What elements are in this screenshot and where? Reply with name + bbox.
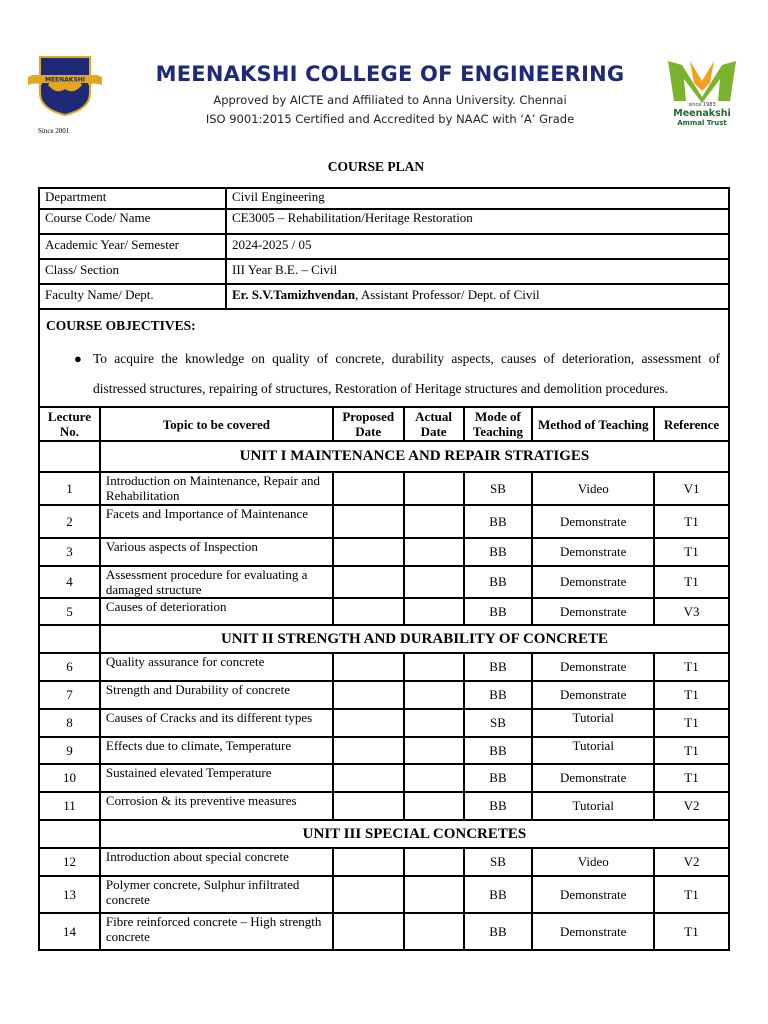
lecture-no: 2	[39, 505, 100, 538]
header-actual: Actual Date	[404, 407, 464, 441]
proposed-date-cell	[333, 653, 404, 681]
trust-since: since 1983	[688, 102, 716, 108]
info-row	[39, 209, 729, 234]
lecture-row	[39, 792, 729, 820]
lecture-no: 11	[39, 792, 100, 820]
approval-line: Approved by AICTE and Affiliated to Anna University. Chennai	[213, 93, 567, 107]
info-value: III Year B.E. – Civil	[226, 259, 729, 284]
lecture-no: 4	[39, 566, 100, 598]
lecture-row	[39, 566, 729, 598]
lecture-row	[39, 737, 729, 764]
lecture-no: 10	[39, 764, 100, 792]
mode-cell: BB	[464, 505, 533, 538]
info-value	[226, 284, 729, 309]
info-value: 2024-2025 / 05	[226, 234, 729, 259]
mode-cell: BB	[464, 913, 533, 950]
topic-cell: Strength and Durability of concrete	[100, 681, 333, 709]
unit-title: UNIT III SPECIAL CONCRETES	[100, 820, 729, 848]
header-reference: Reference	[654, 407, 729, 441]
actual-date-cell	[404, 505, 464, 538]
method-cell: Tutorial	[532, 709, 654, 737]
lecture-row	[39, 913, 729, 950]
lecture-no: 14	[39, 913, 100, 950]
proposed-date-cell	[333, 598, 404, 625]
mode-cell: BB	[464, 538, 533, 566]
info-row	[39, 234, 729, 259]
reference-cell: T1	[654, 681, 729, 709]
topic-cell: Causes of deterioration	[100, 598, 333, 625]
info-value: Civil Engineering	[226, 188, 729, 209]
proposed-date-cell	[333, 792, 404, 820]
reference-cell: T1	[654, 538, 729, 566]
reference-cell: V2	[654, 792, 729, 820]
objectives-text: To acquire the knowledge on quality of concrete, durability aspects, causes of deterioration, assessment of distressed structures, repairing of structures, Restoration of Heritage structures and demolition procedures.	[93, 351, 720, 396]
header-lecture: Lecture No.	[39, 407, 100, 441]
faculty-name: Er. S.V.Tamizhvendan	[232, 287, 356, 302]
topic-cell: Polymer concrete, Sulphur infiltrated concrete	[100, 876, 333, 913]
proposed-date-cell	[333, 764, 404, 792]
unit-title: UNIT I MAINTENANCE AND REPAIR STRATIGES	[100, 441, 729, 472]
actual-date-cell	[404, 538, 464, 566]
info-row	[39, 284, 729, 309]
lecture-no: 5	[39, 598, 100, 625]
mode-cell: BB	[464, 653, 533, 681]
lecture-row	[39, 764, 729, 792]
proposed-date-cell	[333, 566, 404, 598]
course-objectives	[38, 308, 730, 408]
topic-cell: Sustained elevated Temperature	[100, 764, 333, 792]
topic-cell: Effects due to climate, Temperature	[100, 737, 333, 764]
reference-cell: T1	[654, 876, 729, 913]
logo-left-text: MEENAKSHI	[44, 76, 86, 84]
lecture-no: 13	[39, 876, 100, 913]
unit-spacer-cell	[39, 820, 100, 848]
header-proposed: Proposed Date	[333, 407, 404, 441]
method-cell: Video	[532, 848, 654, 876]
method-cell: Demonstrate	[532, 653, 654, 681]
unit-row	[39, 625, 729, 653]
topic-cell: Introduction on Maintenance, Repair and Rehabilitation	[100, 472, 333, 505]
proposed-date-cell	[333, 505, 404, 538]
header-mode: Mode of Teaching	[464, 407, 533, 441]
lecture-row	[39, 709, 729, 737]
info-label: Academic Year/ Semester	[39, 234, 226, 259]
info-row	[39, 259, 729, 284]
info-row	[39, 188, 729, 209]
mode-cell: BB	[464, 681, 533, 709]
mode-cell: SB	[464, 848, 533, 876]
lecture-row	[39, 653, 729, 681]
actual-date-cell	[404, 472, 464, 505]
topic-cell: Assessment procedure for evaluating a damaged structure	[100, 566, 333, 598]
header-method: Method of Teaching	[532, 407, 654, 441]
mode-cell: BB	[464, 764, 533, 792]
iso-line: ISO 9001:2015 Certified and Accredited by NAAC with ‘A’ Grade	[205, 112, 575, 126]
method-cell: Demonstrate	[532, 566, 654, 598]
actual-date-cell	[404, 764, 464, 792]
college-name: MEENAKSHI COLLEGE OF ENGINEERING	[155, 62, 625, 86]
method-cell: Demonstrate	[532, 764, 654, 792]
proposed-date-cell	[333, 848, 404, 876]
actual-date-cell	[404, 792, 464, 820]
header-topic: Topic to be covered	[100, 407, 333, 441]
lecture-no: 7	[39, 681, 100, 709]
topic-cell: Introduction about special concrete	[100, 848, 333, 876]
lecture-row	[39, 505, 729, 538]
reference-cell: T1	[654, 737, 729, 764]
info-label: Faculty Name/ Dept.	[39, 284, 226, 309]
mode-cell: SB	[464, 472, 533, 505]
actual-date-cell	[404, 876, 464, 913]
topic-cell: Corrosion & its preventive measures	[100, 792, 333, 820]
reference-cell: T1	[654, 653, 729, 681]
document-title: COURSE PLAN	[327, 159, 425, 174]
mode-cell: BB	[464, 792, 533, 820]
unit-spacer-cell	[39, 625, 100, 653]
course-info-table	[38, 187, 730, 310]
method-cell: Demonstrate	[532, 538, 654, 566]
mode-cell: BB	[464, 566, 533, 598]
since-left: Since 2001	[38, 127, 70, 135]
info-label: Course Code/ Name	[39, 209, 226, 234]
proposed-date-cell	[333, 681, 404, 709]
method-cell: Video	[532, 472, 654, 505]
method-cell: Tutorial	[532, 792, 654, 820]
actual-date-cell	[404, 913, 464, 950]
lecture-no: 6	[39, 653, 100, 681]
actual-date-cell	[404, 653, 464, 681]
lecture-row	[39, 598, 729, 625]
proposed-date-cell	[333, 737, 404, 764]
actual-date-cell	[404, 709, 464, 737]
actual-date-cell	[404, 566, 464, 598]
topic-cell: Fibre reinforced concrete – High strength concrete	[100, 913, 333, 950]
info-value: CE3005 – Rehabilitation/Heritage Restoration	[226, 209, 729, 234]
mode-cell: BB	[464, 598, 533, 625]
unit-row	[39, 820, 729, 848]
method-cell: Demonstrate	[532, 913, 654, 950]
reference-cell: V2	[654, 848, 729, 876]
lecture-no: 1	[39, 472, 100, 505]
lecture-row	[39, 848, 729, 876]
proposed-date-cell	[333, 709, 404, 737]
method-cell: Demonstrate	[532, 598, 654, 625]
proposed-date-cell	[333, 538, 404, 566]
topic-cell: Facets and Importance of Maintenance	[100, 505, 333, 538]
trust-sub: Ammal Trust	[677, 119, 727, 127]
reference-cell: V3	[654, 598, 729, 625]
proposed-date-cell	[333, 472, 404, 505]
trust-name: Meenakshi	[673, 108, 731, 119]
mode-cell: BB	[464, 876, 533, 913]
faculty-designation: , Assistant Professor/ Dept. of Civil	[355, 287, 540, 302]
reference-cell: T1	[654, 709, 729, 737]
reference-cell: T1	[654, 505, 729, 538]
mode-cell: SB	[464, 709, 533, 737]
lecture-row	[39, 876, 729, 913]
proposed-date-cell	[333, 876, 404, 913]
info-label: Department	[39, 188, 226, 209]
unit-row	[39, 441, 729, 472]
reference-cell: V1	[654, 472, 729, 505]
topic-cell: Causes of Cracks and its different types	[100, 709, 333, 737]
method-cell: Demonstrate	[532, 505, 654, 538]
lecture-no: 3	[39, 538, 100, 566]
lecture-row	[39, 681, 729, 709]
course-plan-table	[38, 406, 730, 951]
method-cell: Demonstrate	[532, 681, 654, 709]
actual-date-cell	[404, 848, 464, 876]
lecture-no: 12	[39, 848, 100, 876]
objectives-title: COURSE OBJECTIVES:	[46, 318, 196, 333]
unit-title: UNIT II STRENGTH AND DURABILITY OF CONCRETE	[100, 625, 729, 653]
actual-date-cell	[404, 737, 464, 764]
bullet-icon: ●	[74, 351, 82, 366]
method-cell: Tutorial	[532, 737, 654, 764]
lecture-row	[39, 538, 729, 566]
lecture-no: 8	[39, 709, 100, 737]
reference-cell: T1	[654, 764, 729, 792]
plan-header-row	[39, 407, 729, 441]
mode-cell: BB	[464, 737, 533, 764]
actual-date-cell	[404, 598, 464, 625]
unit-spacer-cell	[39, 441, 100, 472]
info-label: Class/ Section	[39, 259, 226, 284]
lecture-row	[39, 472, 729, 505]
topic-cell: Quality assurance for concrete	[100, 653, 333, 681]
reference-cell: T1	[654, 913, 729, 950]
actual-date-cell	[404, 681, 464, 709]
topic-cell: Various aspects of Inspection	[100, 538, 333, 566]
method-cell: Demonstrate	[532, 876, 654, 913]
reference-cell: T1	[654, 566, 729, 598]
proposed-date-cell	[333, 913, 404, 950]
lecture-no: 9	[39, 737, 100, 764]
